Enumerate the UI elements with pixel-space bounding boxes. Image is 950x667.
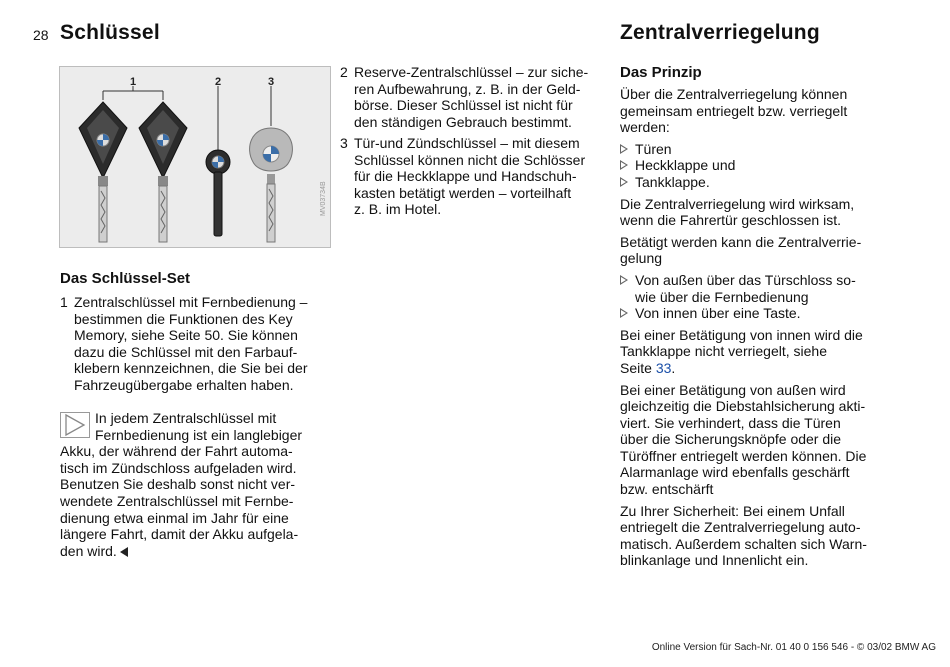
paragraph xyxy=(620,86,900,136)
text-line: den ständigen Gebrauch bestimmt. xyxy=(354,113,572,130)
text-line: ren Aufbewahrung, z. B. in der Geld- xyxy=(354,80,581,97)
text-line: Türöffner entriegelt werden können. Die xyxy=(620,447,867,464)
item-number: 2 xyxy=(340,64,348,80)
right-column-text xyxy=(620,86,900,574)
text-line: blinkanlage und Innenlicht ein. xyxy=(620,552,809,569)
bullet-triangle-icon xyxy=(620,308,628,318)
page-title-keys: Schlüssel xyxy=(60,21,160,44)
list-item: Türen xyxy=(620,141,900,158)
page-number: 28 xyxy=(33,27,49,43)
key-item-2 xyxy=(340,64,610,130)
text-line: Fernbedienung ist ein langlebiger xyxy=(95,426,303,443)
text-line: für die Heckklappe und Handschuh- xyxy=(354,168,577,185)
text-line: Zentralschlüssel mit Fernbedienung – xyxy=(74,294,308,310)
bullet-triangle-icon xyxy=(620,177,628,187)
text-line: Tankklappe nicht verriegelt, siehe xyxy=(620,343,828,360)
text-line: Memory, siehe Seite 50. Sie können xyxy=(74,327,298,344)
text-line: z. B. im Hotel. xyxy=(354,201,442,218)
item-number: 1 xyxy=(60,294,68,310)
key-item-1 xyxy=(60,294,335,394)
text-line: Reserve-Zentralschlüssel – zur siche- xyxy=(354,64,589,80)
note-triangle-icon xyxy=(60,412,90,438)
paragraph xyxy=(620,196,900,229)
text-line: Die Zentralverriegelung wird wirksam, xyxy=(620,195,855,212)
page-link-33[interactable]: 33 xyxy=(655,359,672,376)
text-line: börse. Dieser Schlüssel ist nicht für xyxy=(354,97,573,114)
text-line: Tür-und Zündschlüssel – mit diesem xyxy=(354,135,580,151)
text-line: Bei einer Betätigung von außen wird xyxy=(620,381,846,398)
text-line: Betätigt werden kann die Zentralverrie- xyxy=(620,233,862,250)
key-item-3 xyxy=(340,135,610,218)
text-line: gleichzeitig die Diebstahlsicherung akti- xyxy=(620,398,866,415)
bullet-triangle-icon xyxy=(620,275,628,285)
list-item: Von außen über das Türschloss so- wie über die Fernbedienung xyxy=(620,272,900,305)
text-line: bzw. entschärft xyxy=(620,481,714,498)
text-line: klebern kennzeichnen, die Sie bei der xyxy=(74,360,308,377)
footer-copyright: Online Version für Sach-Nr. 01 40 0 156 546 - © 03/02 BMW AG xyxy=(651,642,936,653)
figure-label-3: 3 xyxy=(267,76,275,88)
paragraph xyxy=(620,327,900,377)
text-line: Bei einer Betätigung von innen wird die xyxy=(620,326,863,343)
text-line: Seite 33. xyxy=(620,359,676,376)
text-line: Akku, der während der Fahrt automa- xyxy=(60,443,293,460)
text-line: Über die Zentralverriegelung können xyxy=(620,86,848,102)
text-line: Zu Ihrer Sicherheit: Bei einem Unfall xyxy=(620,502,845,519)
text-line: bestimmen die Funktionen des Key xyxy=(74,310,293,327)
figure-code: MV03734B xyxy=(320,181,327,216)
text-line: viert. Sie verhindert, dass die Türen xyxy=(620,414,841,431)
figure-label-2: 2 xyxy=(214,76,222,88)
text-line: Benutzen Sie deshalb sonst nicht ver- xyxy=(60,476,296,493)
text-line: gemeinsam entriegelt bzw. verriegelt xyxy=(620,102,848,119)
list-item: Heckklappe und xyxy=(620,157,900,174)
text-line: In jedem Zentralschlüssel mit xyxy=(95,410,277,426)
text-line xyxy=(60,543,335,560)
principle-heading: Das Prinzip xyxy=(620,64,702,81)
text-line: dienung etwa einmal im Jahr für eine xyxy=(60,509,289,526)
text-line: wendete Zentralschlüssel mit Fernbe- xyxy=(60,492,294,509)
figure-label-1: 1 xyxy=(129,76,137,88)
note-last-line: den wird. xyxy=(60,542,117,559)
end-mark-icon xyxy=(120,547,128,557)
text-line: matisch. Außerdem schalten sich Warn- xyxy=(620,535,867,552)
text-line: längere Fahrt, damit der Akku aufgela- xyxy=(60,526,299,543)
item-number: 3 xyxy=(340,135,348,151)
text-line: dazu die Schlüssel mit den Farbauf- xyxy=(74,343,298,360)
paragraph xyxy=(620,382,900,498)
text-line: kasten betätigt werden – vorteilhaft xyxy=(354,184,572,201)
paragraph xyxy=(620,234,900,267)
list-item: Tankklappe. xyxy=(620,174,900,191)
text-line: tisch im Zündschloss aufgeladen wird. xyxy=(60,459,297,476)
keys-illustration xyxy=(59,66,331,248)
bullet-triangle-icon xyxy=(620,144,628,154)
text-line: Fahrzeugübergabe erhalten haben. xyxy=(74,376,294,393)
list-item: Von innen über eine Taste. xyxy=(620,305,900,322)
battery-note xyxy=(60,410,335,559)
text-line: entriegelt die Zentralverriegelung auto- xyxy=(620,519,861,536)
bullet-list xyxy=(620,141,900,191)
text-line: über die Sicherungsknöpfe oder die xyxy=(620,431,842,448)
text-line: Alarmanlage wird ebenfalls geschärft xyxy=(620,464,850,481)
text-line: wenn die Fahrertür geschlossen ist. xyxy=(620,212,841,229)
paragraph xyxy=(620,503,900,569)
text-line: Schlüssel können nicht die Schlösser xyxy=(354,151,586,168)
page-title-central-locking: Zentralverriegelung xyxy=(620,21,820,44)
key-set-heading: Das Schlüssel-Set xyxy=(60,270,191,287)
bullet-triangle-icon xyxy=(620,160,628,170)
bullet-list xyxy=(620,272,900,322)
text-line: gelung xyxy=(620,250,663,267)
text-line: werden: xyxy=(620,119,670,136)
